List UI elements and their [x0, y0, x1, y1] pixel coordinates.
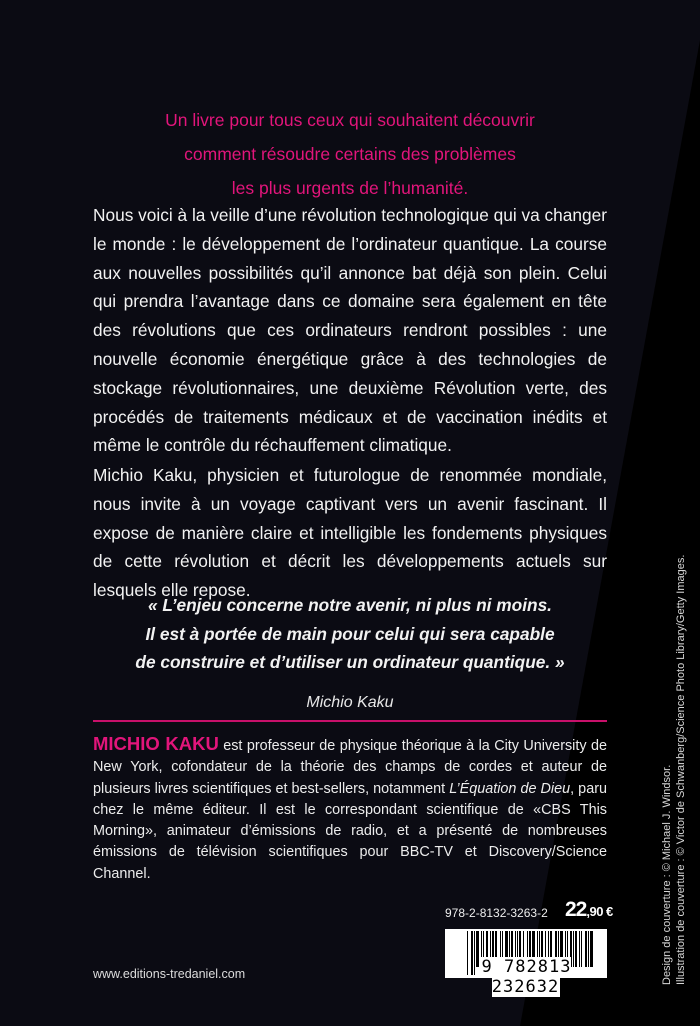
cover-credits [660, 555, 688, 985]
publisher-website[interactable]: www.editions-tredaniel.com [93, 967, 246, 981]
design-credit: Design de couverture : © Michael J. Windsor. [661, 764, 673, 985]
divider-rule [93, 720, 607, 722]
description-paragraph-2: Michio Kaku, physicien et futurologue de renommée mondiale, nous invite à un voyage captivant vers un avenir fascinant. Il expose de manière claire et intelligible les fondements physiques de cette révolution et décrit les développements actuels sur lesquels elle repose. [93, 465, 607, 601]
book-title: L’Équation de Dieu [449, 780, 571, 797]
isbn: 978-2-8132-3263-2 [445, 906, 548, 920]
bio-text: est professeur de physique théorique à la City University de New York, cofondateur de la théorie des champs de cordes et auteur de plusieurs livres scientifiques et best-sellers, notamment [93, 738, 607, 797]
quote-author: Michio Kaku [306, 694, 394, 711]
barcode-number: 9 782813 232632 [481, 957, 572, 997]
bio-text: , paru chez le même éditeur. Il est le correspondant scientifique de «CBS This Morning», animateur d’émissions de radio, et a présenté de nombreuses émissions de télévision scientifiques pour BBC-TV et Discovery/Science Channel. [93, 780, 607, 882]
quote-line: Il est à portée de main pour celui qui sera capable [145, 623, 555, 644]
illustration-credit: Illustration de couverture : © Victor de Schwanberg/Science Photo Library/Getty Images. [675, 554, 687, 985]
price-whole: 22 [565, 898, 587, 921]
price-cents: ,90 € [586, 904, 613, 919]
tagline-line: Un livre pour tous ceux qui souhaitent découvrir [165, 110, 535, 130]
author-name: MICHIO KAKU [93, 733, 219, 754]
description-paragraph-1: Nous voici à la veille d’une révolution technologique qui va changer le monde : le développement de l’ordinateur quantique. La course aux nouvelles possibilités qu’il annonce bat déjà son plein. Celui qui prendra l’avantage dans ce domaine sera également en tête des révolutions que ces ordinateurs rendront possibles : une nouvelle économie énergétique grâce à des technologies de stockage révolutionnaires, une deuxième Révolution verte, des procédés de traitements médicaux et de vaccination inédits et même le contrôle du réchauffement climatique. [93, 205, 607, 456]
tagline-line: comment résoudre certains des problèmes [184, 144, 516, 164]
author-bio [93, 733, 607, 885]
quote-line: « L’enjeu concerne notre avenir, ni plus ni moins. [148, 595, 552, 615]
author-quote [93, 591, 607, 677]
tagline [93, 103, 607, 205]
barcode [445, 929, 607, 997]
price [565, 898, 613, 922]
quote-line: de construire et d’utiliser un ordinateur quantique. » [135, 652, 565, 672]
tagline-line: les plus urgents de l’humanité. [231, 178, 469, 198]
